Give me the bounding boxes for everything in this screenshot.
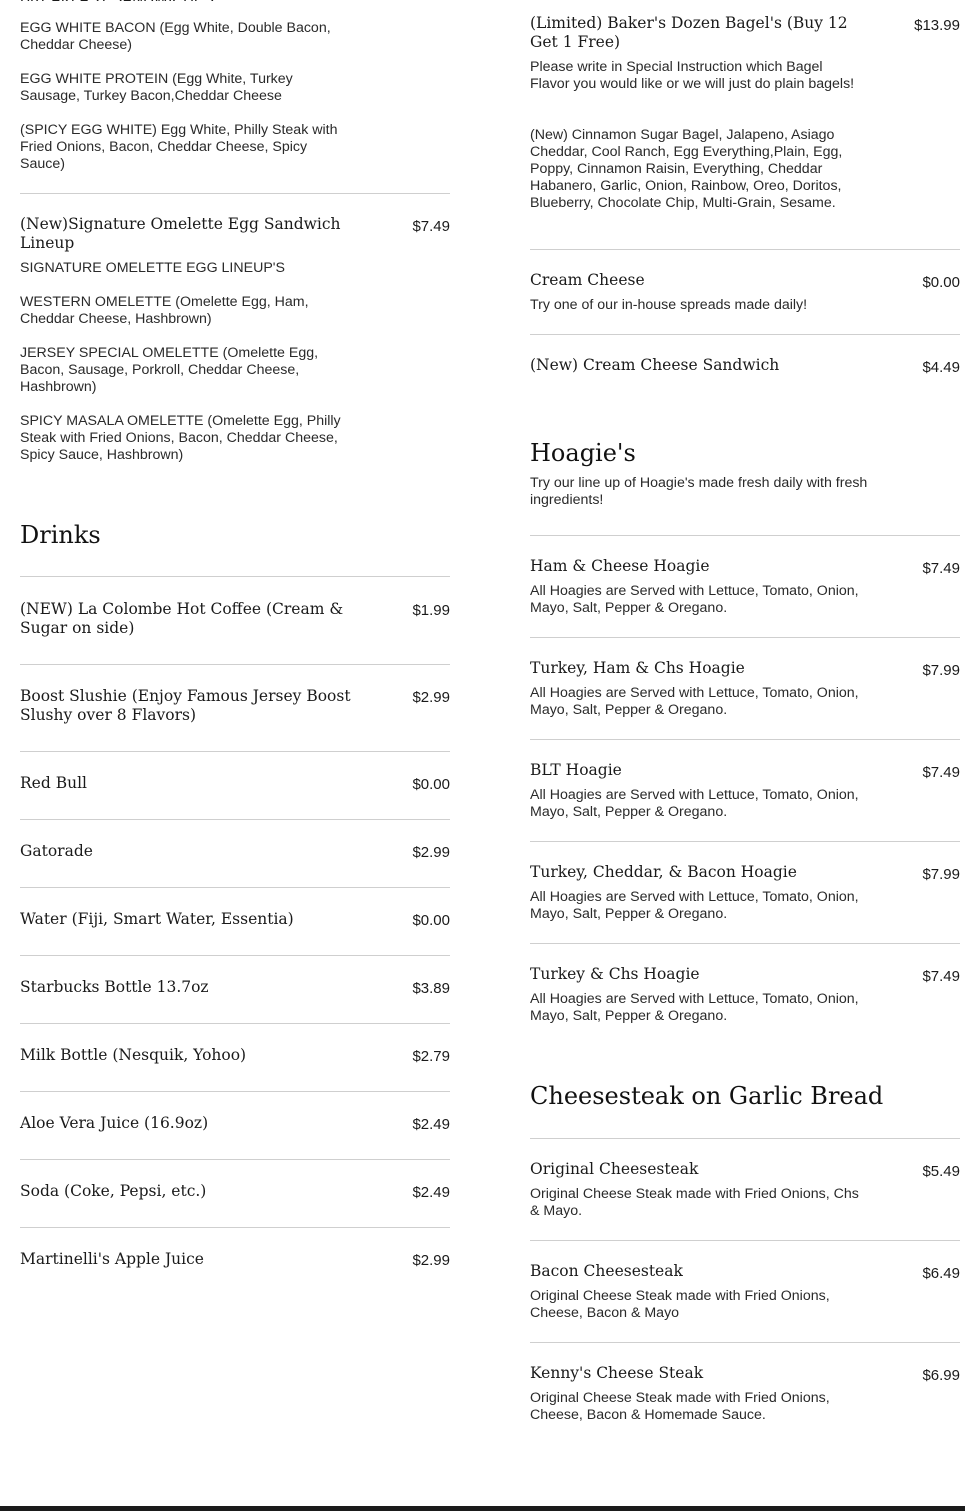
bottom-bar [0, 1506, 965, 1511]
menu-item-drink[interactable] [20, 909, 450, 935]
menu-item-hoagie[interactable] [530, 659, 960, 721]
item-price: $2.99 [412, 1252, 450, 1269]
divider [20, 1159, 450, 1160]
item-name: (New) Cream Cheese Sandwich [530, 356, 780, 374]
menu-item-drink[interactable] [20, 685, 450, 729]
menu-item-drink[interactable] [20, 977, 450, 1003]
item-desc-line: JERSEY SPECIAL OMELETTE (Omelette Egg, Bacon, Sausage, Porkroll, Cheddar Cheese, Hashbrown) [20, 345, 319, 395]
item-price: $2.99 [412, 844, 450, 861]
divider [20, 819, 450, 820]
divider [20, 751, 450, 752]
item-desc: All Hoagies are Served with Lettuce, Tomato, Onion, Mayo, Salt, Pepper & Oregano. [530, 685, 859, 718]
item-name: Turkey & Chs Hoagie [530, 965, 700, 983]
item-desc: Try one of our in-house spreads made daily! [530, 297, 808, 313]
item-price: $7.49 [922, 764, 960, 781]
item-name: Original Cheesesteak [530, 1160, 699, 1178]
item-name: Boost Slushie (Enjoy Famous Jersey Boost Slushy over 8 Flavors) [20, 687, 351, 724]
egg-white-protein-text: EGG WHITE PROTEIN (Egg White, Turkey Sausage, Turkey Bacon,Cheddar Cheese [20, 71, 293, 104]
clipped-section-title [20, 0, 400, 1]
item-desc: Please write in Special Instruction which Bagel Flavor you would like or we will just do plain bagels! [530, 59, 855, 92]
item-name: Turkey, Cheddar, & Bacon Hoagie [530, 863, 797, 881]
item-desc: All Hoagies are Served with Lettuce, Tomato, Onion, Mayo, Salt, Pepper & Oregano. [530, 787, 859, 820]
item-name: (Limited) Baker's Dozen Bagel's (Buy 12 Get 1 Free) [530, 14, 848, 51]
menu-item-cheesesteak[interactable] [530, 1262, 960, 1324]
item-desc: All Hoagies are Served with Lettuce, Tomato, Onion, Mayo, Salt, Pepper & Oregano. [530, 991, 859, 1024]
divider [20, 193, 450, 194]
item-name: Gatorade [20, 842, 93, 860]
item-desc: Original Cheese Steak made with Fried Onions, Cheese, Bacon & Mayo [530, 1288, 830, 1321]
item-price: $5.49 [922, 1163, 960, 1180]
menu-item-drink[interactable] [20, 1113, 450, 1139]
divider [530, 1240, 960, 1241]
item-price: $6.99 [922, 1367, 960, 1384]
divider [20, 955, 450, 956]
item-name: Ham & Cheese Hoagie [530, 557, 710, 575]
divider [20, 664, 450, 665]
item-price: $7.49 [922, 968, 960, 985]
section-title-hoagies: Hoagie's [530, 439, 636, 467]
item-name: (NEW) La Colombe Hot Coffee (Cream & Sugar on side) [20, 600, 344, 637]
menu-item-hoagie[interactable] [530, 761, 960, 823]
item-name: (New)Signature Omelette Egg Sandwich Lineup [20, 215, 341, 252]
item-desc: (New) Cinnamon Sugar Bagel, Jalapeno, Asiago Cheddar, Cool Ranch, Egg Everything,Plain, Egg, Poppy, Cinnamon Raisin, Everything, Cheddar Habanero, Garlic, Onion, Rainbow, Oreo, Doritos, Blueberry, Chocolate Chip, Multi-Grain, Sesame. [530, 127, 843, 211]
divider [20, 1023, 450, 1024]
item-desc-line: SIGNATURE OMELETTE EGG LINEUP'S [20, 260, 285, 276]
item-name: Turkey, Ham & Chs Hoagie [530, 659, 745, 677]
item-desc: Original Cheese Steak made with Fried Onions, Chs & Mayo. [530, 1186, 859, 1219]
menu-item-drink[interactable] [20, 598, 450, 642]
item-price: $2.49 [412, 1116, 450, 1133]
item-desc-line: SPICY MASALA OMELETTE (Omelette Egg, Philly Steak with Fried Onions, Bacon, Cheddar Cheese, Spicy Sauce, Hashbrown) [20, 413, 341, 463]
item-name: Martinelli's Apple Juice [20, 1250, 204, 1268]
divider [530, 841, 960, 842]
item-price: $4.49 [922, 359, 960, 376]
section-title-drinks: Drinks [20, 521, 101, 549]
spicy-egg-white-text: (SPICY EGG WHITE) Egg White, Philly Steak with Fried Onions, Bacon, Cheddar Cheese, Spicy Sauce) [20, 122, 338, 172]
item-price: $0.00 [922, 274, 960, 291]
menu-item-drink[interactable] [20, 841, 450, 867]
item-price: $7.49 [412, 218, 450, 235]
item-desc: All Hoagies are Served with Lettuce, Tomato, Onion, Mayo, Salt, Pepper & Oregano. [530, 583, 859, 616]
menu-item-drink[interactable] [20, 1045, 450, 1071]
menu-item-cream-cheese-sandwich[interactable] [530, 356, 960, 380]
item-name: Milk Bottle (Nesquik, Yohoo) [20, 1046, 247, 1064]
item-price: $7.49 [922, 560, 960, 577]
item-price: $0.00 [412, 776, 450, 793]
divider [20, 576, 450, 577]
item-name: Starbucks Bottle 13.7oz [20, 978, 209, 996]
divider [530, 1138, 960, 1139]
menu-item-drink[interactable] [20, 1181, 450, 1207]
divider [530, 1342, 960, 1343]
menu-item-drink[interactable] [20, 1249, 450, 1275]
item-name: Cream Cheese [530, 271, 645, 289]
item-price: $0.00 [412, 912, 450, 929]
divider [530, 334, 960, 335]
item-desc-line: WESTERN OMELETTE (Omelette Egg, Ham, Cheddar Cheese, Hashbrown) [20, 294, 309, 327]
divider [530, 739, 960, 740]
item-name: Water (Fiji, Smart Water, Essentia) [20, 910, 294, 928]
divider [530, 943, 960, 944]
item-desc: Original Cheese Steak made with Fried Onions, Cheese, Bacon & Homemade Sauce. [530, 1390, 830, 1423]
divider [530, 637, 960, 638]
menu-item-hoagie[interactable] [530, 863, 960, 925]
menu-item-hoagie[interactable] [530, 557, 960, 619]
item-price: $13.99 [914, 17, 960, 34]
item-name: Kenny's Cheese Steak [530, 1364, 704, 1382]
item-price: $3.89 [412, 980, 450, 997]
section-title-cheesesteak: Cheesesteak on Garlic Bread [530, 1082, 884, 1110]
item-name: Aloe Vera Juice (16.9oz) [20, 1114, 209, 1132]
item-price: $7.99 [922, 866, 960, 883]
item-name: Soda (Coke, Pepsi, etc.) [20, 1182, 207, 1200]
menu-item-cream-cheese[interactable] [530, 271, 960, 317]
item-name: Red Bull [20, 774, 87, 792]
menu-item-signature-omelette[interactable] [20, 215, 450, 473]
menu-item-bakers-dozen[interactable] [530, 14, 960, 232]
section-subtitle-hoagies: Try our line up of Hoagie's made fresh daily with fresh ingredients! [530, 475, 868, 508]
item-price: $2.49 [412, 1184, 450, 1201]
item-desc: All Hoagies are Served with Lettuce, Tomato, Onion, Mayo, Salt, Pepper & Oregano. [530, 889, 859, 922]
item-name: Bacon Cheesesteak [530, 1262, 683, 1280]
item-price: $1.99 [412, 602, 450, 619]
menu-item-cheesesteak[interactable] [530, 1160, 960, 1222]
divider [20, 1091, 450, 1092]
item-name: BLT Hoagie [530, 761, 622, 779]
menu-item-hoagie[interactable] [530, 965, 960, 1027]
menu-item-drink[interactable] [20, 773, 450, 799]
item-price: $2.99 [412, 689, 450, 706]
divider [530, 535, 960, 536]
item-price: $2.79 [412, 1048, 450, 1065]
divider [530, 249, 960, 250]
egg-white-bacon-text: EGG WHITE BACON (Egg White, Double Bacon, Cheddar Cheese) [20, 20, 331, 53]
menu-item-cheesesteak[interactable] [530, 1364, 960, 1426]
divider [20, 1227, 450, 1228]
item-price: $6.49 [922, 1265, 960, 1282]
divider [20, 887, 450, 888]
item-price: $7.99 [922, 662, 960, 679]
